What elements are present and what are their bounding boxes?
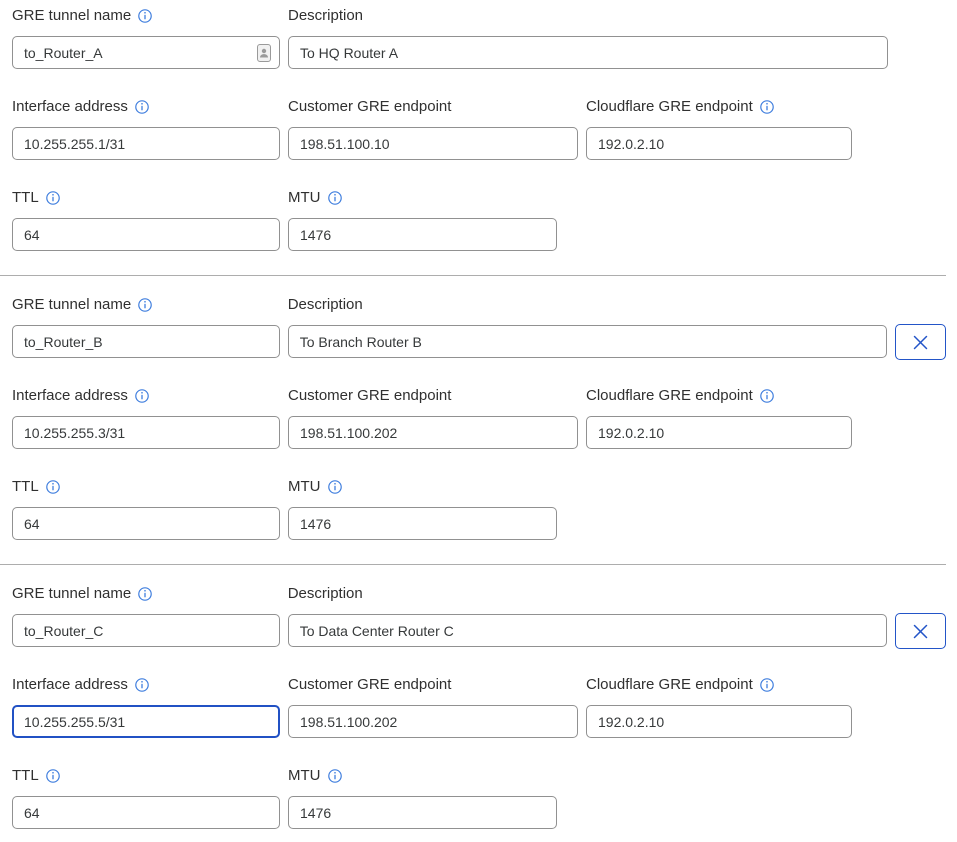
cloudflare-endpoint-label: Cloudflare GRE endpoint [586, 99, 852, 115]
customer-endpoint-field [288, 388, 578, 449]
cloudflare-endpoint-label: Cloudflare GRE endpoint [586, 388, 852, 404]
tunnel-section-1 [12, 8, 946, 251]
ttl-input[interactable] [12, 507, 280, 540]
gre-tunnels-form [12, 8, 946, 829]
description-field [288, 586, 887, 647]
info-icon[interactable] [760, 678, 774, 692]
interface-address-field [12, 677, 280, 738]
customer-endpoint-label: Customer GRE endpoint [288, 98, 452, 115]
info-icon[interactable] [760, 389, 774, 403]
customer-endpoint-field [288, 677, 578, 738]
tunnel-name-row [12, 8, 946, 69]
description-label: Description [287, 585, 363, 602]
info-icon[interactable] [138, 9, 152, 23]
tunnel-name-row [12, 586, 946, 647]
interface-address-input[interactable] [12, 416, 280, 449]
mtu-field [288, 190, 557, 251]
tunnel-section-2 [0, 275, 946, 540]
tunnel-name-input[interactable] [12, 325, 280, 358]
customer-endpoint-input[interactable] [288, 127, 578, 160]
ttl-input[interactable] [12, 218, 280, 251]
mtu-input[interactable] [288, 796, 557, 829]
interface-address-label: Interface address [12, 677, 280, 693]
ttl-label: TTL [12, 479, 280, 495]
customer-endpoint-label: Customer GRE endpoint [288, 676, 452, 693]
tunnel-name-row [12, 297, 946, 358]
tunnel-name-label: GRE tunnel name [12, 8, 280, 24]
mtu-input[interactable] [288, 507, 557, 540]
info-icon[interactable] [328, 191, 342, 205]
interface-address-label: Interface address [12, 99, 280, 115]
mtu-field [288, 768, 557, 829]
cloudflare-endpoint-field [586, 99, 852, 160]
description-input[interactable] [288, 36, 888, 69]
info-icon[interactable] [328, 769, 342, 783]
description-field [288, 8, 888, 69]
interface-address-field [12, 99, 280, 160]
tunnel-name-label: GRE tunnel name [12, 586, 280, 602]
tunnel-name-field [12, 586, 280, 647]
cloudflare-endpoint-input[interactable] [586, 127, 852, 160]
description-label: Description [288, 7, 364, 24]
interface-address-input[interactable] [12, 705, 280, 738]
tunnel-name-field [12, 297, 280, 358]
info-icon[interactable] [135, 100, 149, 114]
mtu-input[interactable] [288, 218, 557, 251]
description-input[interactable] [288, 614, 887, 647]
remove-tunnel-button[interactable] [895, 324, 946, 360]
autofill-contact-icon[interactable] [257, 44, 271, 62]
ttl-mtu-row [12, 768, 946, 829]
mtu-field [288, 479, 557, 540]
tunnel-name-field [12, 8, 280, 69]
customer-endpoint-label: Customer GRE endpoint [288, 387, 452, 404]
info-icon[interactable] [46, 191, 60, 205]
endpoints-row [12, 677, 946, 738]
interface-address-input[interactable] [12, 127, 280, 160]
info-icon[interactable] [135, 389, 149, 403]
ttl-label: TTL [12, 768, 280, 784]
info-icon[interactable] [138, 587, 152, 601]
ttl-field [12, 479, 280, 540]
tunnel-name-input[interactable] [12, 36, 280, 69]
description-input[interactable] [288, 325, 887, 358]
info-icon[interactable] [135, 678, 149, 692]
ttl-input[interactable] [12, 796, 280, 829]
endpoints-row [12, 99, 946, 160]
description-field [288, 297, 887, 358]
info-icon[interactable] [46, 480, 60, 494]
ttl-field [12, 190, 280, 251]
mtu-label: MTU [288, 768, 557, 784]
close-icon [912, 334, 929, 351]
cloudflare-endpoint-input[interactable] [586, 416, 852, 449]
description-label: Description [287, 296, 363, 313]
info-icon[interactable] [138, 298, 152, 312]
customer-endpoint-input[interactable] [288, 416, 578, 449]
ttl-mtu-row [12, 190, 946, 251]
customer-endpoint-input[interactable] [288, 705, 578, 738]
ttl-mtu-row [12, 479, 946, 540]
cloudflare-endpoint-input[interactable] [586, 705, 852, 738]
mtu-label: MTU [288, 190, 557, 206]
interface-address-label: Interface address [12, 388, 280, 404]
ttl-label: TTL [12, 190, 280, 206]
tunnel-section-3 [0, 564, 946, 829]
ttl-field [12, 768, 280, 829]
tunnel-name-label: GRE tunnel name [12, 297, 280, 313]
cloudflare-endpoint-field [586, 388, 852, 449]
customer-endpoint-field [288, 99, 578, 160]
tunnel-name-input[interactable] [12, 614, 280, 647]
endpoints-row [12, 388, 946, 449]
interface-address-field [12, 388, 280, 449]
close-icon [912, 623, 929, 640]
info-icon[interactable] [328, 480, 342, 494]
cloudflare-endpoint-label: Cloudflare GRE endpoint [586, 677, 852, 693]
cloudflare-endpoint-field [586, 677, 852, 738]
info-icon[interactable] [760, 100, 774, 114]
remove-tunnel-button[interactable] [895, 613, 946, 649]
info-icon[interactable] [46, 769, 60, 783]
mtu-label: MTU [288, 479, 557, 495]
